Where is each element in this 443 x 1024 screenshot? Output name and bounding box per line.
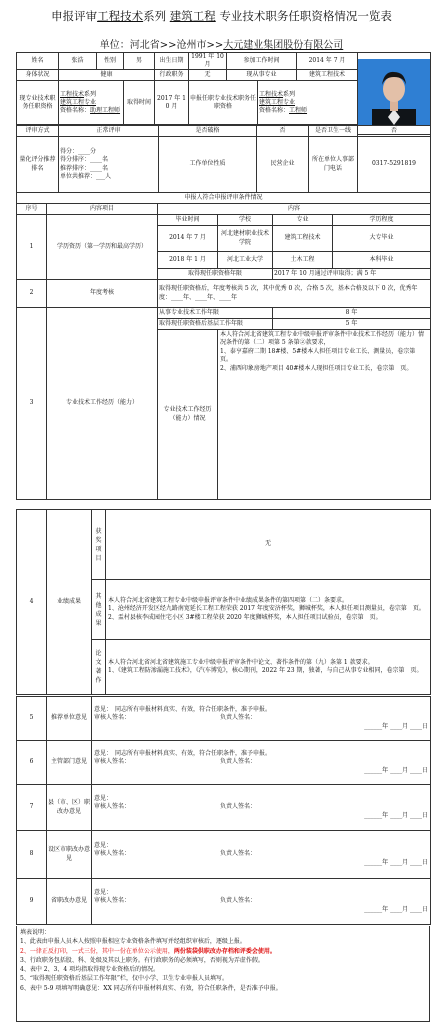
current-qual: 工程技术系列 建筑工程专业 资格名称：助理工程师 (59, 81, 124, 125)
name-value: 张浩 (59, 53, 97, 70)
apply-qual: 工程技术系列 建筑工程专业 资格名称：工程师 (258, 81, 358, 125)
basic-info-table: 姓名 张浩 性别 男 出生日期 1991 年 10 月 参加工作时间 2014 年 7 月 身体状况 健康 行政职务 无 现从事专业 建筑工程技术 现专业技术职务任职资格 工程技术系列 建筑工程专业 资格名称：助理工程师 取得时间 2017 年 10 月 申报任职专业技术职务任职资格 工程技术系列 建筑工程专业 资格名称：工程师 (16, 52, 431, 135)
opinion-block: 意见： 同志所有申报材料真实、有效，符合任职条件，准予申报。 审核人签名： 负责人签名： ______年 ____月 ____日 (92, 741, 431, 785)
work-experience-text: 本人符合河北省建筑工程专业中级申报评审条件中业技术工作经历（能力）情况条件的第（二）项第 5 条第②款要求， 1、泰亨嘉府二期 18#楼、5#楼本人担任项目专业工长、测量员，卷宗第 页。 2、浦西印象房地产项目 40#楼本人现担任项目专业工长，卷宗第 页。 (218, 330, 431, 500)
opinions-table: 5 推荐单位意见 意见： 同志所有申报材料真实、有效，符合任职条件，准予申报。 审核人签名： 负责人签名： ______年 ____月 ____日 6 主管部门意见 意见： 同志所有申报材料真实、有效，符合任职条件，准予申报。 审核人签名： 负责人签名： ______年 ____月 ____日 7 县（市、区）职改办意见 意见： 审核人签名： 负责人签名： ______年 ____月 ____日 8 设区市职改办意见 意见： 审核人签名： 负责人签名： ______年 ____月 ____日 9 省职改办意见 意见： 审核人签名： 负责人签名： ______年 ____月 ____日 (16, 696, 431, 925)
opinion-block: 意见： 审核人签名： 负责人签名： ______年 ____月 ____日 (92, 879, 431, 925)
page-title: 申报评审工程技术系列 建筑工程 专业技术职务任职资格情况一览表 (51, 9, 392, 23)
annual-exam-text: 取得现任职资格后，年度考核共 5 次，其中优秀 0 次，合格 5 次，基本合格及以下 0 次，优秀年度：____年、____年、____年 (158, 280, 431, 308)
review-table: 评审方式 正常评审 是否破格 否 是否卫生一线 否 量化评分推荐排名 得分：____分 得分排序：____名 推荐排序：____名 单位共推荐：___人 工作单位性质 民营企业 所在单位人事部门电话 0317-5291819 (16, 125, 431, 193)
other-achievements-text: 本人符合河北省建筑工程专业中级申报评审条件中业绩成果条件的第四项第（二）条要求。 1、沧州经济开发区经九路南宽延长工程工程荣获 2017 年度安济杯奖，狮城杯奖，本人担任项目测量员，卷宗第 页。 2、盂村县核李成园住宅小区 3#楼工程荣获 2020 年度狮城杯奖，本人担任项目试验员，卷宗第 页。 (106, 580, 431, 640)
opinion-block: 意见： 同志所有申报材料真实、有效，符合任职条件，准予申报。 审核人签名： 负责人签名： ______年 ____月 ____日 (92, 697, 431, 741)
opinion-block: 意见： 审核人签名： 负责人签名： ______年 ____月 ____日 (92, 831, 431, 879)
phone-value: 0317-5291819 (358, 137, 431, 193)
unit-line: 单位：河北省>>沧州市>>大元建业集团股份有限公司 (99, 40, 344, 51)
avatar (358, 53, 431, 135)
conditions-header: 申报人符合申报评审条件情况 (17, 193, 431, 204)
opinion-block: 意见： 审核人签名： 负责人签名： ______年 ____月 ____日 (92, 785, 431, 831)
rank-block: 得分：____分 得分排序：____名 推荐排序：____名 单位共推荐：___人 (59, 137, 159, 193)
person-photo (358, 59, 430, 125)
instructions: 填表说明： 1、此表由申报人员本人按照申报相应专业资格条件填写并经组织审核后，逐级上报。 2、一律正反打印，一式三份，其中一份在单位公示使用，两份装袋供职改办存档和评委会使用。 3、行政职务包括股、科、处级及其以上职务。有行政职务的必须填写，否则视为弄虚作假。 4、表中 2、3、4 项均指取得现专业资格后的情况。 5、“取得现任职资格后基层工作年限”栏，仅中小学、卫生专业申报人员填写。 6、表中 5-9 项填写明确意见：XX 同志所有申报材料真实、有效，符合任职条件，是否准予申报。 (16, 926, 430, 1022)
achievements-table: 4 业绩成果 获奖项目 无 其他成果 本人符合河北省建筑工程专业中级申报评审条件中业绩成果条件的第四项第（二）条要求。 1、沧州经济开发区经九路南宽延长工程工程荣获 2017 年度安济杯奖，狮城杯奖，本人担任项目测量员，卷宗第 页。 2、盂村县核李成园住宅小区 3#楼工程荣获 2020 年度狮城杯奖，本人担任项目试验员，卷宗第 页。 论文著作 本人符合河北省河北省建筑施工专业中级申报评审条件中论文、著作条件的第（九）条第 1 款要求。 1、《建筑工程防渗漏施工技术》，《汽车博览》，核心期刊，2022 年 23 期，独著，与自己从事专业相同，卷宗第 页。 (16, 509, 431, 695)
papers-text: 本人符合河北省河北省建筑施工专业中级申报评审条件中论文、著作条件的第（九）条第 1 款要求。 1、《建筑工程防渗漏施工技术》，《汽车博览》，核心期刊，2022 年 23 期，独著，与自己从事专业相同，卷宗第 页。 (106, 640, 431, 695)
conditions-table: 申报人符合申报评审条件情况 序号 内容项目 内容 1 学历资历（第一学历和最高学历） 毕业时间 学校 专业 学历程度 2014 年 7 月 河北建材职业技术学院 建筑工程技术 大专毕业 2018 年 1 月 河北工业大学 土木工程 本科毕业 取得现任职资格年限 2017 年 10 月通过评审取得；满 5 年 2 年度考核 取得现任职资格后，年度考核共 5 次，其中优秀 0 次，合格 5 次，基本合格及以下 0 次，优秀年度：____年、____年、____年 3 专业技术工作经历（能力） 从事专业技术工作年限 8 年 取得现任职资格后基层工作年限 5 年 专业技术工作经历（能力）情况 本人符合河北省建筑工程专业中级申报评审条件中业技术工作经历（能力）情况条件的第（二）项第 5 条第②款要求， 1、泰亨嘉府二期 18#楼、5#楼本人担任项目专业工长、测量员，卷宗第 页。 2、浦西印象房地产项目 40#楼本人现担任项目专业工长，卷宗第 页。 (16, 192, 431, 500)
